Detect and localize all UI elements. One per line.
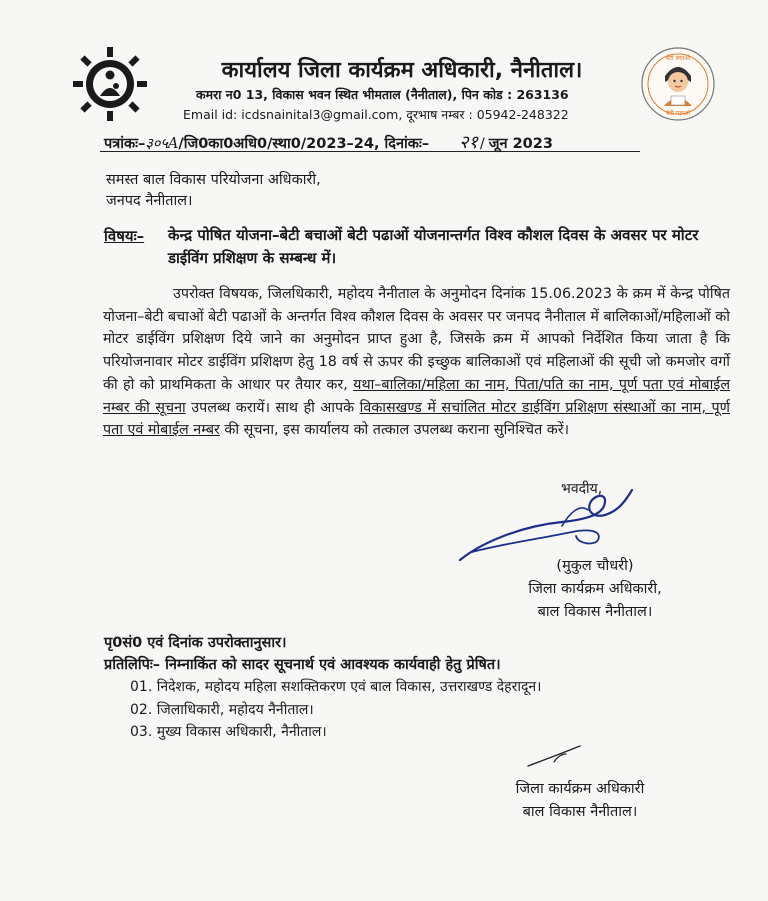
endorsement-reference: पृ0सं0 एवं दिनांक उपरोक्तानुसार। <box>104 635 287 651</box>
logo-text-top: बेटी बचाओ <box>665 55 691 62</box>
signatory-block <box>500 555 690 624</box>
signoff: भवदीय, <box>561 481 603 497</box>
body-part-1: उपरोक्त विषयक, जिलधिकारी, महोदय नैनीताल के अनुमोदन दिनांक 15.06.2023 के क्रम में केन्द्र पोषित योजना–बेटी बचाओं बेटी पढाओं के अन्तर्गत विश्व कौशल दिवस के अवसर पर जनपद नैनीताल में बालिकाओं/महिलाओं को मोटर डाईविंग प्रशिक्षण दिये जाने का अनुमोदन प्राप्त हुआ है, जिसके क्रम में आपको निर्देशित किया जाता है कि परियोजनावार मोटर डाईविंग प्रशिक्षण हेतु 18 वर्ष से ऊपर की इच्छुक बालिकाओं एवं महिलाओं की सूची जो कमजोर वर्गो की हो को प्राथमिकता के आधार पर तैयार कर, <box>103 286 730 393</box>
subject-label: विषयः– <box>104 227 145 245</box>
signatory-office: बाल विकास नैनीताल। <box>537 604 653 620</box>
office-address: कमरा न0 13, विकास भवन स्थित भीमताल (नैनीताल), पिन कोड : 263136 <box>196 87 569 102</box>
body-part-3: उपलब्ध करायें। साथ ही आपके <box>185 399 360 416</box>
subject-text: केन्द्र पोषित योजना–बेटी बचाओं बेटी पढाओं योजनान्तर्गत विश्व कौशल दिवस के अवसर पर मोटर डाईविंग प्रशिक्षण के सम्बन्ध में। <box>168 226 699 267</box>
copy-to-heading: प्रतिलिपिः– निम्नाकिंत को सादर सूचनार्थ एवं आवश्यक कार्यवाही हेतु प्रेषित। <box>104 657 501 673</box>
copy-recipient: 02. जिलाधिकारी, महोदय नैनीताल। <box>130 701 314 718</box>
body-part-2-underlined: यथा–बालिका/महिला का नाम, पिता/पति का नाम, पूर्ण पता एवं मोबाईल नम्बर की सूचना <box>103 376 731 416</box>
signatory-name: (मुकुल चौधरी) <box>556 558 634 574</box>
office-title: कार्यालय जिला कार्यक्रम अधिकारी, नैनीताल। <box>221 58 583 83</box>
ref-date-handwritten: २१ <box>459 132 478 153</box>
copy-recipient: 01. निदेशक, महोदय महिला सशक्तिकरण एवं बाल विकास, उत्तराखण्ड देहरादून। <box>130 679 542 695</box>
office-contact: Email id: icdsnainital3@gmail.com, दूरभाष नम्बर : 05942-248322 <box>183 107 569 122</box>
signatory-designation: जिला कार्यक्रम अधिकारी, <box>528 581 662 597</box>
logo-text-bottom: बेटी पढ़ाओ <box>665 110 691 117</box>
icds-emblem-logo <box>70 44 150 124</box>
addressee-block <box>106 170 321 212</box>
ref-number-handwritten: ३०५A <box>145 136 179 152</box>
body-part-5: की सूचना, इस कार्यालय को तत्काल उपलब्ध कराना सुनिश्चित करें। <box>219 422 570 439</box>
reference-divider <box>100 151 640 152</box>
copy-recipient-list <box>130 676 541 744</box>
beti-bachao-logo <box>638 44 718 124</box>
ref-date-divider: / <box>479 136 485 152</box>
copy-recipient: 03. मुख्य विकास अधिकारी, नैनीताल। <box>130 724 327 740</box>
initial-scribble <box>524 742 584 770</box>
ref-prefix: पत्रांकः– <box>104 136 146 152</box>
footer-signatory <box>480 778 680 824</box>
body-part-4-underlined: विकासखण्ड में सचांलित मोटर डाईविंग प्रशिक्षण संस्थाओं का नाम, पूर्ण पता एवं मोबाईल नम्बर <box>103 399 730 439</box>
ref-number-rest: /जि0का0अधि0/स्था0/2023–24, दिनांकः– <box>178 136 430 152</box>
addressee-line-2: जनपद नैनीताल। <box>106 193 193 209</box>
footer-office: बाल विकास नैनीताल। <box>522 804 638 820</box>
body-paragraph <box>103 283 730 442</box>
addressee-line-1: समस्त बाल विकास परियोजना अधिकारी, <box>106 172 321 188</box>
footer-designation: जिला कार्यक्रम अधिकारी <box>515 781 645 797</box>
ref-date-rest: जून 2023 <box>488 136 553 152</box>
